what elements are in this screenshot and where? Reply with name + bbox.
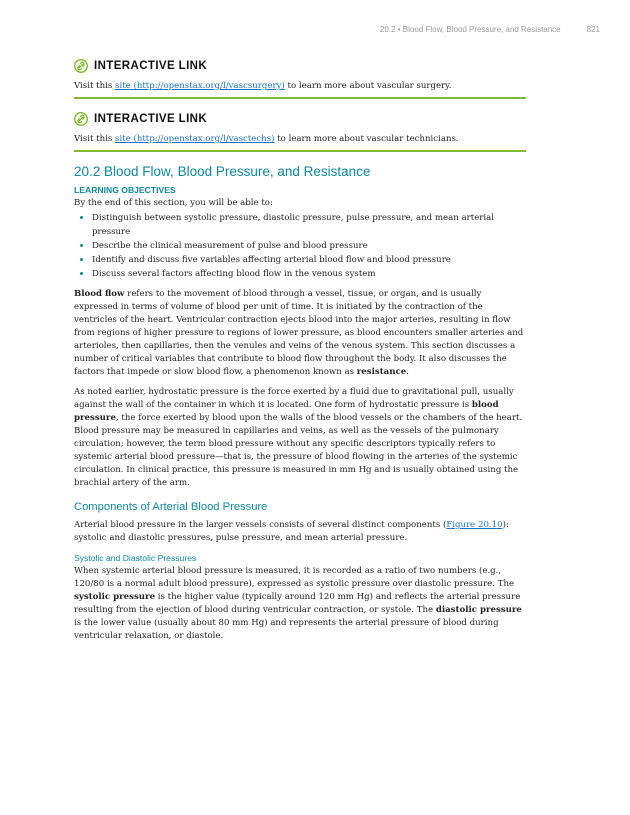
paragraph-text: As noted earlier, hydrostatic pressure is the force exerted by a fluid due to gravitational pull, usually against the wall of the container in which it is located. One form of hydrostatic pressure is <box>74 387 514 410</box>
term-blood-pressure: blood pressure <box>74 400 499 423</box>
blood-pressure-paragraph <box>74 386 526 490</box>
interactive-link-text <box>74 133 526 152</box>
blood-flow-paragraph <box>74 288 526 379</box>
interactive-link-header <box>74 109 526 129</box>
interactive-link-title: INTERACTIVE LINK <box>94 113 208 125</box>
link-icon <box>74 59 88 73</box>
subsection-title: Components of Arterial Blood Pressure <box>74 501 268 513</box>
objective-item: Discuss several factors affecting blood flow in the venous system <box>74 267 526 281</box>
link-suffix: to learn more about vascular technicians. <box>274 134 459 144</box>
objectives-intro: By the end of this section, you will be able to: <box>74 198 273 208</box>
term-resistance: resistance <box>356 367 407 377</box>
objectives-list <box>74 211 526 281</box>
subsubsection-title: Systolic and Diastolic Pressures <box>74 553 197 563</box>
link-icon <box>74 112 88 126</box>
paragraph-text: is the lower value (usually about 80 mm Hg) and represents the arterial pressure of blood during ventricular relaxation, or diastole. <box>74 618 499 641</box>
link-prefix: Visit this <box>74 134 116 144</box>
paragraph-text: refers to the movement of blood through a vessel, tissue, or organ, and is usually expressed in terms of volume of blood per unit of time. It is initiated by the contraction of the ventricles of the heart. Ventricular contraction ejects blood into the major arteries, resulting in flow from regions of higher pressure to regions of lower pressure, as blood encounters smaller arteries and arterioles, then capillaries, then the venules and veins of the venous system. This section discusses a number of critical variables that contribute to blood flow throughout the body. It also discusses the factors that impede or slow blood flow, a phenomenon known as <box>74 289 524 377</box>
components-paragraph <box>74 519 526 545</box>
running-header <box>0 25 600 34</box>
paragraph-text: ): systolic and diastolic pressures, pulse pressure, and mean arterial pressure. <box>74 520 509 543</box>
interactive-link-box <box>74 56 526 99</box>
learning-objectives-title: LEARNING OBJECTIVES <box>74 185 176 195</box>
interactive-link-title: INTERACTIVE LINK <box>94 60 208 72</box>
term-blood-flow: Blood flow <box>74 289 125 299</box>
paragraph-text: is the higher value (typically around 120 mm Hg) and reflects the arterial pressure resulting from the ejection of blood during ventricular contraction, or systole. The <box>74 592 521 615</box>
term-diastolic-pressure: diastolic pressure <box>435 605 522 615</box>
figure-link[interactable]: Figure 20.10 <box>446 520 503 530</box>
link-suffix: to learn more about vascular surgery. <box>284 81 452 91</box>
interactive-link-header <box>74 56 526 76</box>
term-systolic-pressure: systolic pressure <box>74 592 156 602</box>
interactive-link-box <box>74 109 526 152</box>
section-title: 20.2 Blood Flow, Blood Pressure, and Resistance <box>74 164 371 179</box>
vascsurgery-link[interactable]: site (http://openstax.org/l/vascsurgery) <box>115 81 285 91</box>
paragraph-text: , the force exerted by blood upon the walls of the blood vessels or the chambers of the heart. Blood pressure may be measured in capillaries and veins, as well as the vessels of the pulmonary circulation; however, the term blood pressure without any specific descriptors typically refers to systemic arterial blood pressure—that is, the pressure of blood flowing in the arteries of the systemic circulation. In clinical practice, this pressure is measured in mm Hg and is usually obtained using the brachial artery of the arm. <box>74 413 523 488</box>
page-content <box>74 56 526 643</box>
running-title: 20.2 • Blood Flow, Blood Pressure, and Resistance <box>379 25 561 34</box>
vasctechs-link[interactable]: site (http://openstax.org/l/vasctechs) <box>115 134 275 144</box>
page-number: 821 <box>586 25 600 34</box>
paragraph-text: . <box>406 367 409 377</box>
objective-item: Distinguish between systolic pressure, diastolic pressure, pulse pressure, and mean arterial pressure <box>74 211 526 239</box>
link-prefix: Visit this <box>74 81 116 91</box>
interactive-link-text <box>74 80 526 99</box>
paragraph-text: Arterial blood pressure in the larger vessels consists of several distinct components ( <box>74 520 447 530</box>
objective-item: Identify and discuss five variables affecting arterial blood flow and blood pressure <box>74 253 526 267</box>
paragraph-text: When systemic arterial blood pressure is measured, it is recorded as a ratio of two numbers (e.g., 120/80 is a normal adult blood pressure), expressed as systolic pressure over diastolic pressure. The <box>74 566 515 589</box>
systolic-diastolic-paragraph <box>74 565 526 643</box>
objective-item: Describe the clinical measurement of pulse and blood pressure <box>74 239 526 253</box>
